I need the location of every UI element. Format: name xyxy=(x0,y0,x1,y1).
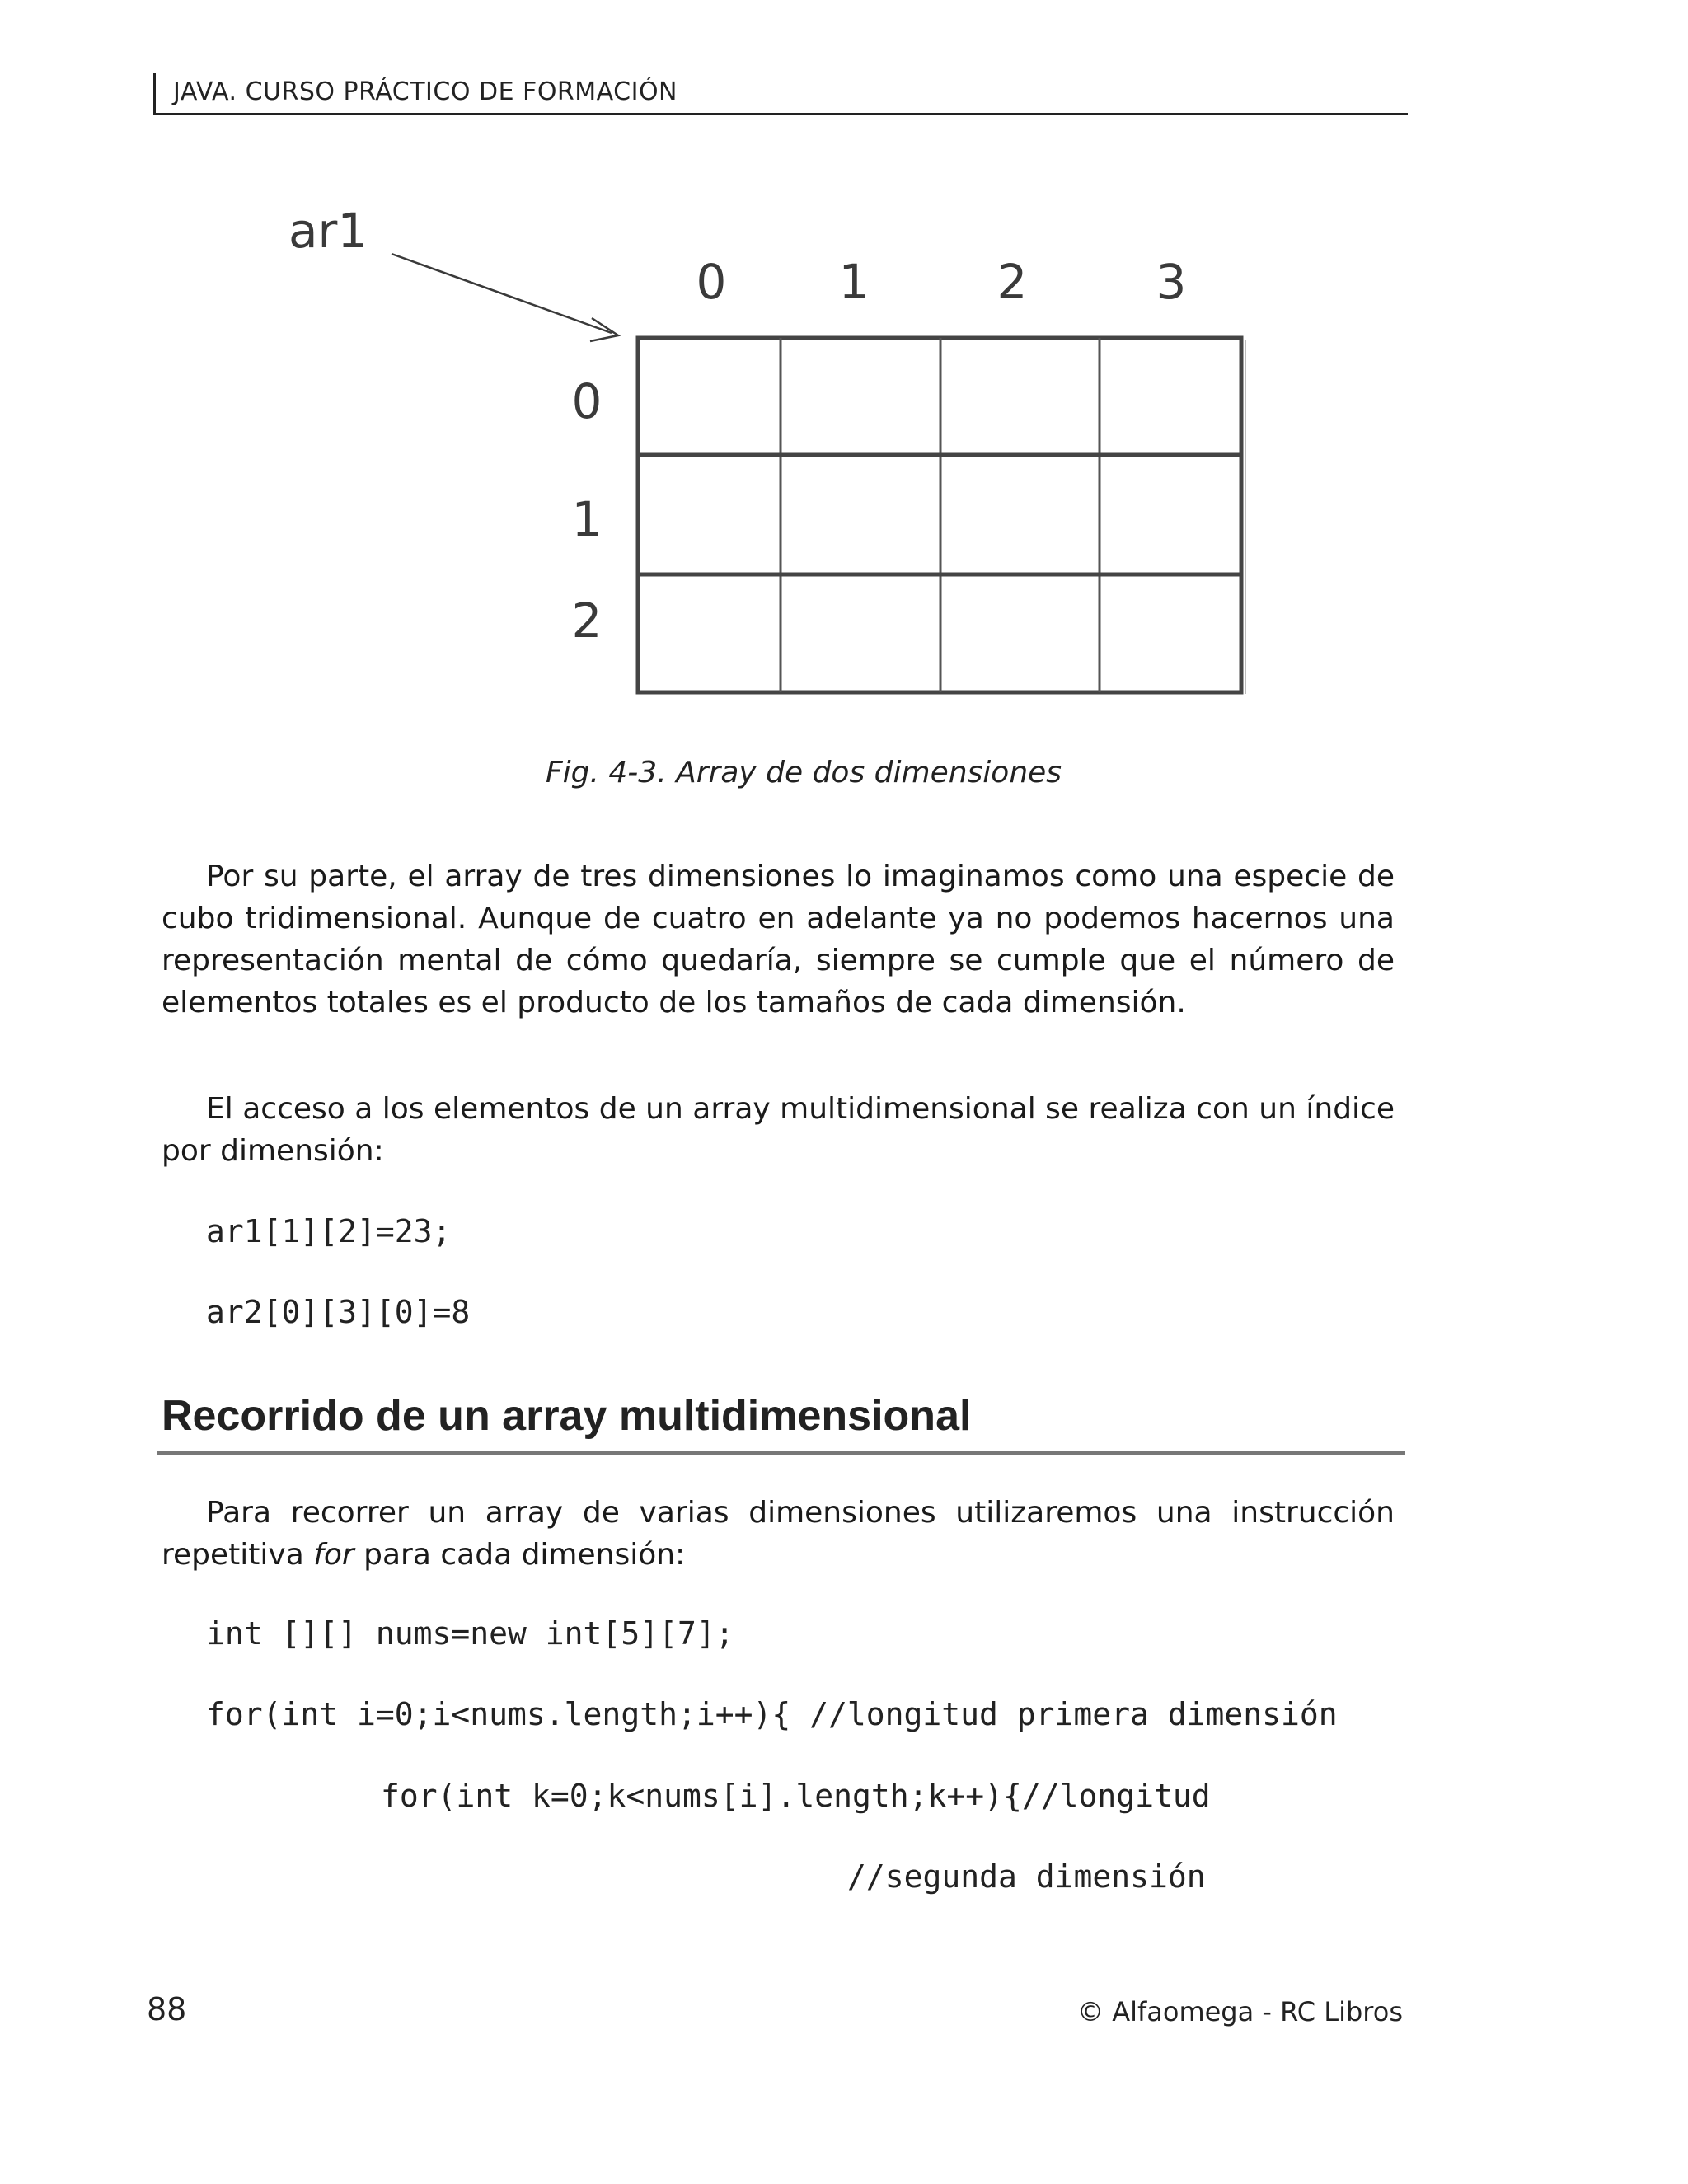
paragraph-text: Para recorrer un array de varias dimensiones utilizaremos una instrucción repetitiva xyxy=(162,1496,1395,1572)
code-line: for(int i=0;i<nums.length;i++){ //longitud primera dimensión xyxy=(206,1696,1338,1732)
pointer-arrow-line xyxy=(392,254,612,333)
page-number: 88 xyxy=(147,1991,187,2027)
code-line: for(int k=0;k<nums[i].length;k++){//longitud xyxy=(381,1778,1211,1814)
code-line: ar1[1][2]=23; xyxy=(206,1213,452,1249)
figure-caption: Fig. 4-3. Array de dos dimensiones xyxy=(545,756,1062,790)
column-index: 3 xyxy=(1156,254,1187,310)
section-heading: Recorrido de un array multidimensional xyxy=(162,1392,972,1440)
paragraph-text: para cada dimensión: xyxy=(354,1538,686,1572)
row-index: 0 xyxy=(571,373,603,429)
pointer-label: ar1 xyxy=(288,203,368,259)
column-index: 0 xyxy=(696,254,727,310)
keyword-for: for xyxy=(313,1538,354,1572)
code-line: int [][] nums=new int[5][7]; xyxy=(206,1615,734,1652)
column-index: 2 xyxy=(996,254,1028,310)
section-rule xyxy=(157,1451,1405,1455)
paragraph: Por su parte, el array de tres dimensiones lo imaginamos como una especie de cubo tridimensional. Aunque de cuatro en adelante ya no podemos hacernos una representación mental de cómo quedaría, siempre se cumple que el número de elementos totales es el producto de los tamaños de cada dimensión. xyxy=(162,860,1395,1019)
code-line: ar2[0][3][0]=8 xyxy=(206,1294,471,1330)
array-2d-diagram xyxy=(0,0,1688,742)
code-line: //segunda dimensión xyxy=(847,1858,1206,1895)
row-index: 1 xyxy=(571,491,603,547)
column-index: 1 xyxy=(838,254,870,310)
running-header-title: JAVA. CURSO PRÁCTICO DE FORMACIÓN xyxy=(173,77,678,106)
row-index: 2 xyxy=(571,593,603,649)
paragraph: El acceso a los elementos de un array multidimensional se realiza con un índice por dimensión: xyxy=(162,1092,1395,1168)
copyright-notice: © Alfaomega - RC Libros xyxy=(1077,1996,1403,2027)
paragraph xyxy=(162,1492,1395,1576)
array-grid xyxy=(638,338,1245,694)
